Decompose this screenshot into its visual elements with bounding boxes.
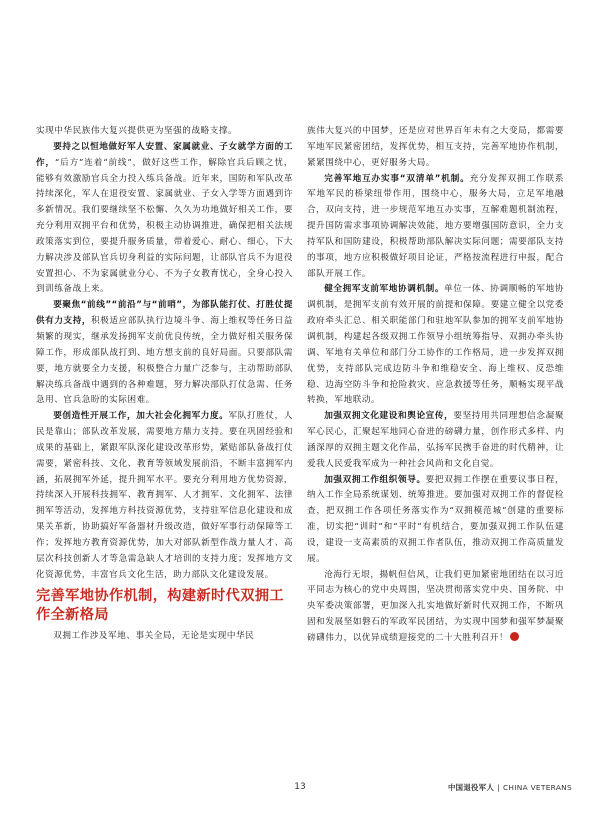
paragraph-text: 单位一体、协调顺畅的军地协调机制，是拥军支前有效开展的前提和保障。要建立健全以党委政府牵头汇总、相关职能部门和驻地军队参加的拥军支前军地协调机制，构建起各级双拥工作领导小组统筹指导、双拥办牵头协调、军地有关单位和部门分工协作的工作格局，进一步发挥双拥优势，支持部队完成边防斗争和维稳安全、海上维权、反恐维稳、边海空防斗争和抢险救灾、应急救援等任务，顺畅实现平战转换，军地联动。	[307, 284, 564, 406]
left-column	[36, 124, 293, 764]
paragraph-text: “后方”连着“前线”，做好这些工作，解除官兵后顾之忧，能够有效激励官兵全力投入练兵备战。近年来，国防和军队改革持续深化，军人在退役安置、家属就业、子女入学等方面遇到许多新情况。我们要继续坚不松懈、久久为功地做好相关工作，要充分利用双拥平台和优势，积极主动协调推进，确保把相关法规政策落实到位，要提升服务质量，带着爱心、耐心、细心，下大力解决涉及部队官兵切身利益的实际问题，让部队官兵不为退役安置担心、不为家属就业分心、不为子女教育忧心，全身心投入到训练备战上来。	[36, 157, 293, 295]
paragraph-text: 积极适应部队执行边境斗争、海上维权等任务日益频繁的现实，继承发扬拥军支前优良传统，全力做好相关服务保障工作，形成部队战打到、地方想支前的良好局面。只要部队需要，地方就要全力支援，积极整合力量广泛参与，主动帮助部队解决练兵备战中遇到的各种难题，努力解决部队打仗急需、任务急用、官兵急盼的实际困难。	[36, 316, 293, 406]
paragraph-lead: 健全拥军支前军地协调机制。	[324, 284, 445, 295]
right-column	[307, 124, 564, 764]
paragraph	[307, 172, 564, 283]
paragraph	[307, 473, 564, 568]
paragraph-text: 要把双拥工作摆在重要议事日程，纳入工作全局系统谋划、统筹推进。要加强对双拥工作的督促检查，把双拥工作各项任务落实作为“双拥模范城”创建的重要标准，切实把“训时”和“平时”有机结合，要加强双拥工作队伍建设，建设一支高素质的双拥工作者队伍，推动双拥工作高质量发展。	[307, 474, 564, 564]
paragraph	[36, 298, 293, 409]
paragraph	[36, 409, 293, 583]
paragraph-lead: 加强双拥工作组织领导。	[324, 474, 426, 485]
paragraph: 族伟大复兴的中国梦，还是应对世界百年未有之大变局，都需要军地军民紧密团结，发挥优势，相互支持，完善军地协作机制，紧紧围绕中心，更好服务大局。	[307, 126, 564, 168]
paragraph-text: 充分发挥双拥工作联系军地军民的桥梁纽带作用，围绕中心，服务大局，立足军地融合，双向支持，进一步规范军地互办实事，互解难题机制流程，提升国防需求事项协调解决效能，地方要增强国防意识，全力支持军队和国防建设，积极帮助部队解决实际问题；需要部队支持的事项，地方应积极做好项目论证，严格按流程进行申报，配合部队开展工作。	[307, 173, 564, 279]
paragraph-lead: 完善军地互办实事“双清单”机制。	[324, 173, 470, 184]
brand-cn: 中国退役军人	[447, 783, 495, 792]
brand-en: CHINA VETERANS	[502, 783, 572, 792]
paragraph-text: 军队打胜仗，人民是靠山；部队改革发展，需要地方鼎力支持。要在巩固经验和成果的基础上，紧跟军队深化建设改革形势，紧贴部队备战打仗需要，紧密科技、文化、教育等领域发展前沿，不断丰富拥军内涵，拓展拥军外延，提升拥军水平。要充分利用地方优势资源，持续深入开展科技拥军、教育拥军、人才拥军、文化拥军、法律拥军等活动，发挥地方科技资源优势，支持驻军信息化建设和成果关革新，协助搞好军备器材升级改造，做好军事行动保障等工作；发挥地方教育资源优势，加大对部队新型作战力量人才、高层次科技创新人才等急需急缺人才培训的支持力度；发挥地方文化资源优势，丰富官兵文化生活，助力部队文化建设发展。	[36, 411, 293, 580]
paragraph: 双拥工作涉及军地、事关全局，无论是实现中华民	[53, 631, 255, 642]
paragraph-lead: 要聚焦“前线”“前沿”与“前哨”，为部队能打仗、打胜仗提供有力支持，	[36, 300, 293, 327]
paragraph-lead: 加强双拥文化建设和舆论宣传，	[324, 411, 454, 422]
paragraph-lead: 要持之以恒地做好军人安置、家属就业、子女就学方面的工作，	[36, 141, 293, 168]
section-heading: 完善军地协作机制，构建新时代双拥工作全新格局	[36, 588, 284, 624]
paragraph-text: 沧海行无垠，揚帆但信风，让我们更加紧密地团结在以习近平同志为核心的党中央周围，坚决贯彻落实党中央、国务院、中央军委决策部署，更加深入扎实地做好新时代双拥工作，不断巩固和发展坚如磐石的军政军民团结，为实现中国梦和强军梦凝聚磅礴伟力，以优异成绩迎接党的二十大胜利召开！	[307, 569, 564, 643]
magazine-brand	[448, 782, 572, 793]
paragraph-lead: 要创造性开展工作，加大社会化拥军力度。	[53, 411, 229, 422]
paragraph	[307, 282, 564, 409]
paragraph: 实现中华民族伟大复兴提供更为坚强的战略支撑。	[36, 126, 238, 136]
paragraph	[307, 568, 564, 647]
paragraph	[36, 140, 293, 298]
paragraph	[307, 409, 564, 472]
paragraph-text: 要坚持用共同理想信念凝聚军心民心，汇聚起军地同心奋进的磅礴力量，创作形式多样、内涵深厚的双拥主题文化作品，弘扬军民携手奋进的时代精神，让爱我人民爱我军成为一种社会风尚和文化自觉。	[307, 411, 564, 469]
article-end-mark-icon	[510, 632, 519, 641]
page-number: 13	[294, 782, 306, 792]
article-body	[36, 124, 564, 764]
brand-separator: |	[497, 783, 500, 792]
